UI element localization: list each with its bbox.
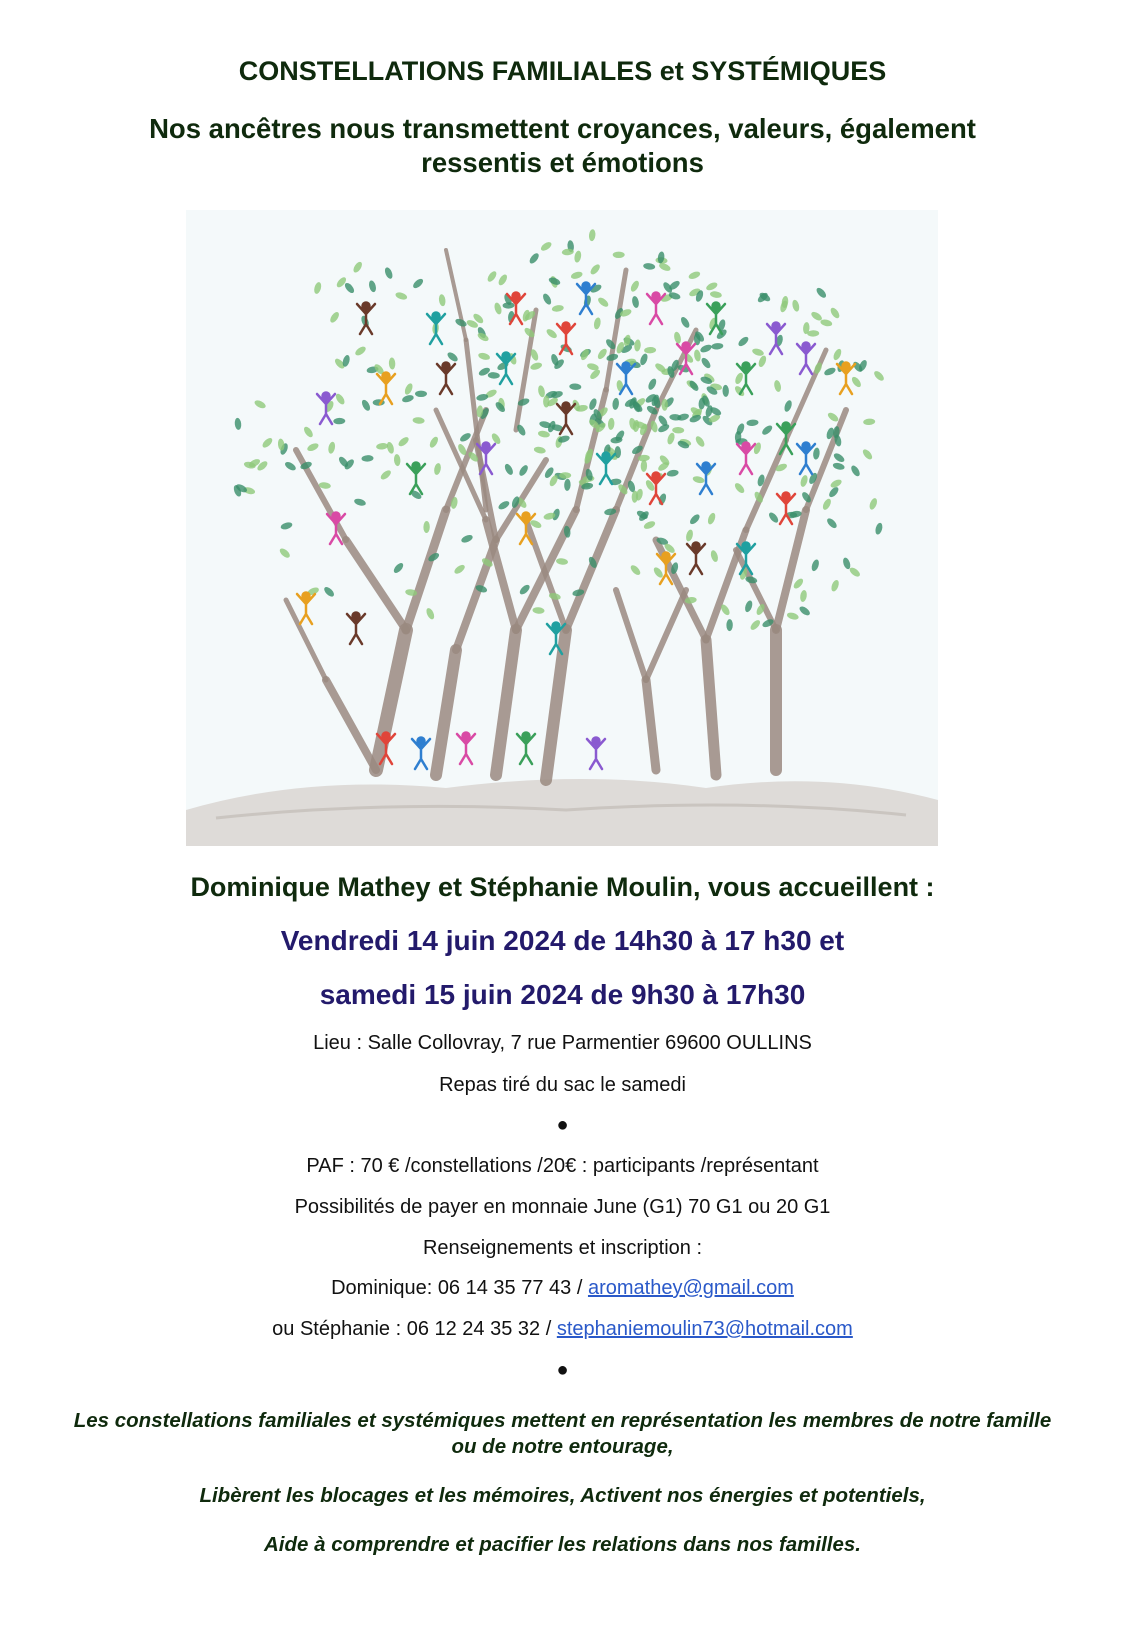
page-title: CONSTELLATIONS FAMILIALES et SYSTÉMIQUES: [238, 56, 887, 86]
closing-paragraph-3: Aide à comprendre et pacifier les relations dans nos familles.: [264, 1533, 861, 1556]
trees-with-figures-drawing-icon: [186, 210, 938, 846]
contact-dominique-phone: Dominique: 06 14 35 77 43 /: [331, 1277, 588, 1299]
contact-dominique: [0, 1277, 1125, 1300]
leaf-icon: [613, 252, 625, 258]
date-line-1: Vendredi 14 juin 2024 de 14h30 à 17 h30 et: [280, 925, 845, 956]
hosts-line: Dominique Mathey et Stéphanie Moulin, vous accueillent :: [190, 872, 935, 902]
subtitle-line-1: Nos ancêtres nous transmettent croyances, valeurs, également: [149, 113, 976, 144]
contact-stephanie-phone: ou Stéphanie : 06 12 24 35 32 /: [272, 1318, 557, 1340]
closing-text-1: Les constellations familiales et systémiques mettent en représentation les membres de notre famille ou de notre entourage,: [73, 1409, 1052, 1458]
location-text: Lieu : Salle Collovray, 7 rue Parmentier 69600 OULLINS: [313, 1032, 812, 1054]
bullet-separator: ●: [556, 1359, 569, 1381]
leaf-icon: [415, 391, 427, 397]
june-payment-text: Possibilités de payer en monnaie June (G1) 70 G1 ou 20 G1: [294, 1196, 831, 1218]
meal-text: Repas tiré du sac le samedi: [439, 1074, 686, 1096]
subtitle-line-2: ressentis et émotions: [421, 147, 704, 178]
leaf-icon: [662, 399, 668, 411]
contact-stephanie: [0, 1318, 1125, 1341]
email-link-dominique[interactable]: aromathey@gmail.com: [587, 1277, 794, 1299]
date-line-2: samedi 15 juin 2024 de 9h30 à 17h30: [319, 979, 806, 1010]
closing-paragraph-2: Libèrent les blocages et les mémoires, Activent nos énergies et potentiels,: [199, 1484, 926, 1507]
registration-heading: Renseignements et inscription :: [422, 1237, 703, 1259]
page-subtitle: [0, 112, 1125, 180]
email-link-stephanie[interactable]: stephaniemoulin73@hotmail.com: [556, 1318, 853, 1340]
closing-paragraph-1: [60, 1408, 1065, 1460]
price-text: PAF : 70 € /constellations /20€ : participants /représentant: [306, 1155, 819, 1177]
bullet-separator: ●: [556, 1114, 569, 1136]
